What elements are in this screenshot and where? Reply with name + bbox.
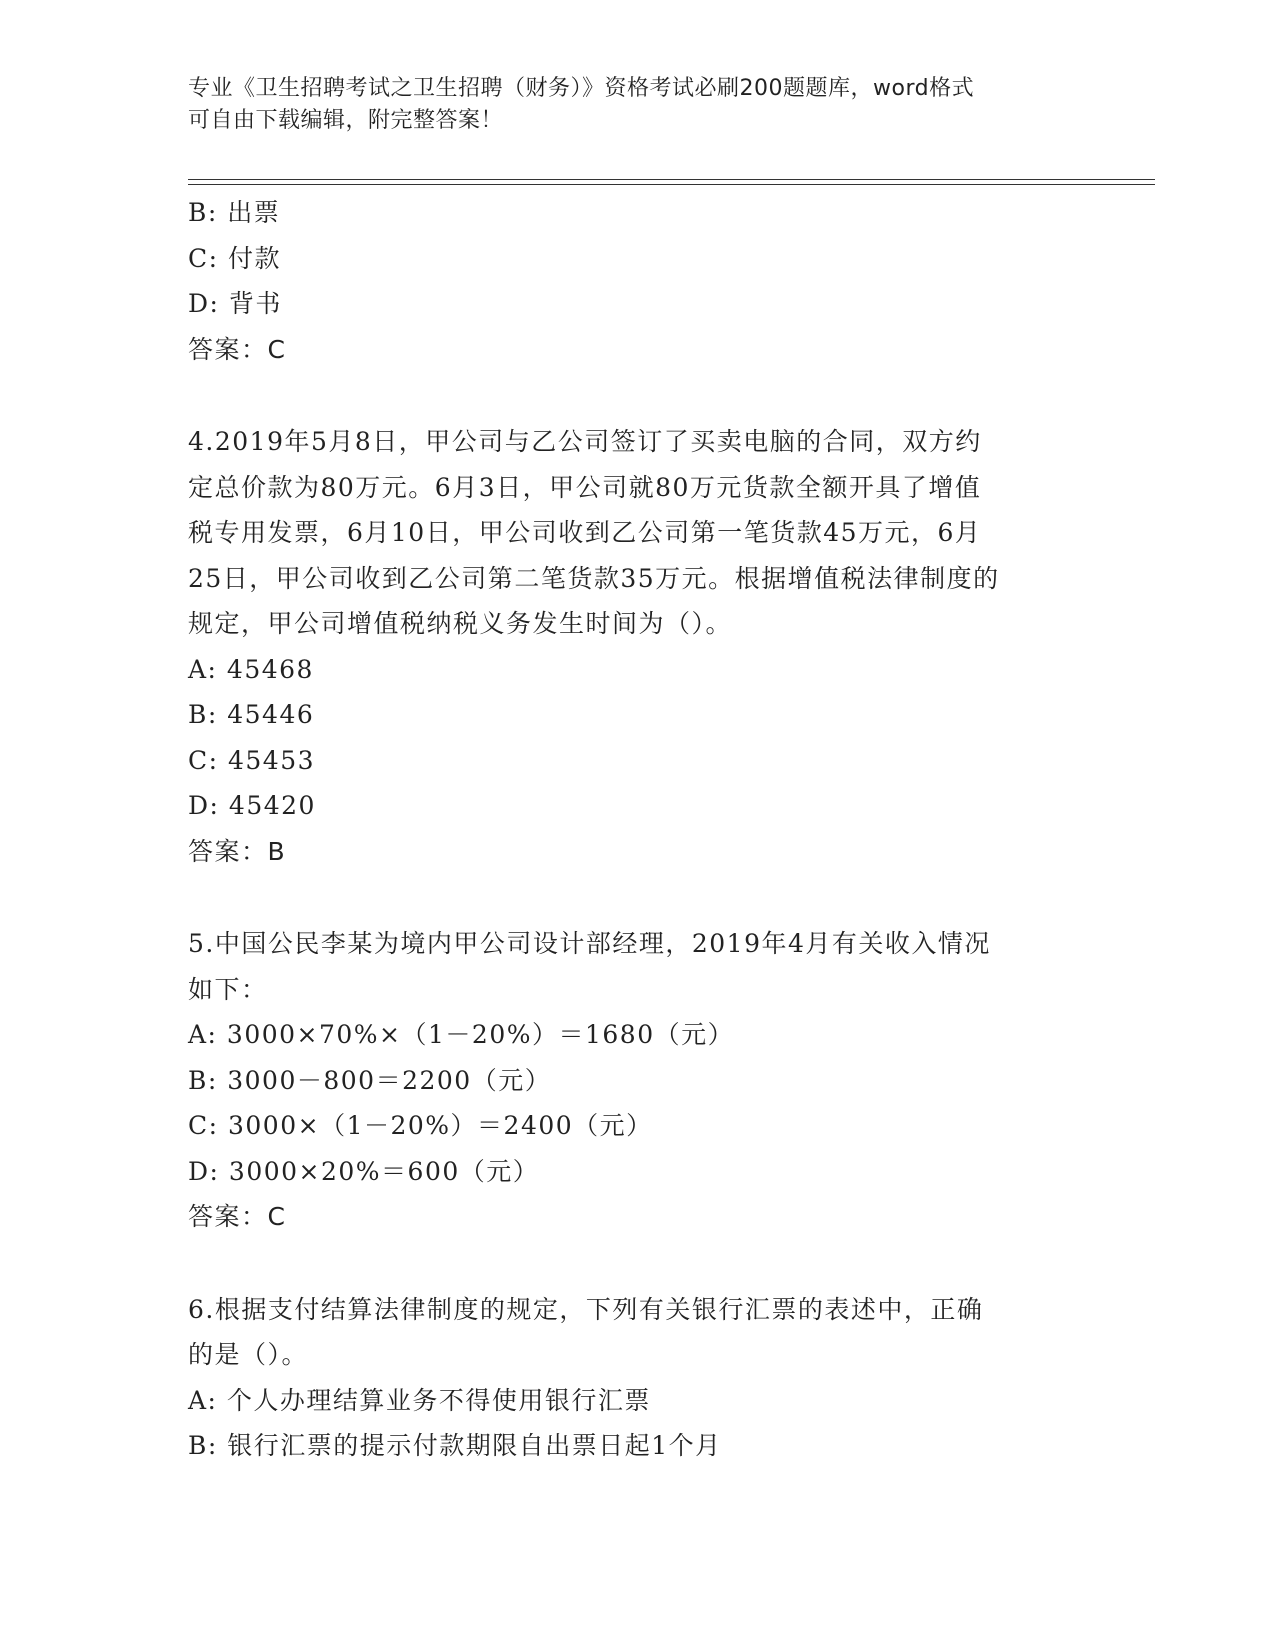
- header-rule-bottom: [188, 184, 1155, 185]
- header-rule-top: [188, 179, 1155, 180]
- question-list: [188, 190, 1088, 1469]
- header-title-line-2: 可自由下载编辑，附完整答案！: [188, 108, 504, 133]
- answer-line: 答案：C: [188, 334, 287, 364]
- option-a: A: 3000×70%×（1－20%）＝1680（元）: [188, 1020, 735, 1049]
- question-5: [188, 921, 1088, 1240]
- question-stem-line: 定总价款为80万元。6月3日，甲公司就80万元货款全额开具了增值: [188, 472, 982, 502]
- question-3: [188, 190, 1088, 372]
- question-stem-line: 5.中国公民李某为境内甲公司设计部经理，2019年4月有关收入情况: [188, 929, 991, 958]
- option-b: B: 出票: [188, 198, 281, 227]
- option-d: D: 背书: [188, 289, 282, 318]
- question-stem-line: 规定，甲公司增值税纳税义务发生时间为（）。: [188, 609, 733, 638]
- question-stem-line: 税专用发票，6月10日，甲公司收到乙公司第一笔货款45万元，6月: [188, 518, 982, 547]
- question-stem-line: 4.2019年5月8日，甲公司与乙公司签订了买卖电脑的合同，双方约: [188, 427, 982, 456]
- spacer: [188, 372, 1088, 419]
- option-b: B: 银行汇票的提示付款期限自出票日起1个月: [188, 1431, 722, 1460]
- question-stem-line: 25日，甲公司收到乙公司第二笔货款35万元。根据增值税法律制度的: [188, 563, 1000, 593]
- question-stem-line: 如下：: [188, 974, 268, 1004]
- option-a: A: 45468: [188, 654, 314, 684]
- option-d: D: 3000×20%＝600（元）: [188, 1156, 540, 1186]
- option-a: A: 个人办理结算业务不得使用银行汇票: [188, 1385, 651, 1415]
- spacer: [188, 874, 1088, 921]
- spacer: [188, 1240, 1088, 1287]
- option-c: C: 付款: [188, 243, 281, 273]
- header-title-line-1: 专业《卫生招聘考试之卫生招聘（财务）》资格考试必刷200题题库，word格式: [188, 76, 975, 101]
- question-stem-line: 6.根据支付结算法律制度的规定，下列有关银行汇票的表述中，正确: [188, 1294, 984, 1324]
- option-c: C: 3000×（1－20%）＝2400（元）: [188, 1111, 653, 1140]
- answer-line: 答案：C: [188, 1202, 287, 1231]
- option-b: B: 3000－800＝2200（元）: [188, 1065, 552, 1095]
- question-stem-line: 的是（）。: [188, 1340, 309, 1369]
- option-c: C: 45453: [188, 745, 316, 775]
- question-6: [188, 1287, 1088, 1469]
- question-4: [188, 419, 1088, 874]
- document-header: [188, 73, 1068, 137]
- option-d: D: 45420: [188, 791, 316, 820]
- answer-line: 答案：B: [188, 836, 287, 866]
- option-b: B: 45446: [188, 700, 315, 729]
